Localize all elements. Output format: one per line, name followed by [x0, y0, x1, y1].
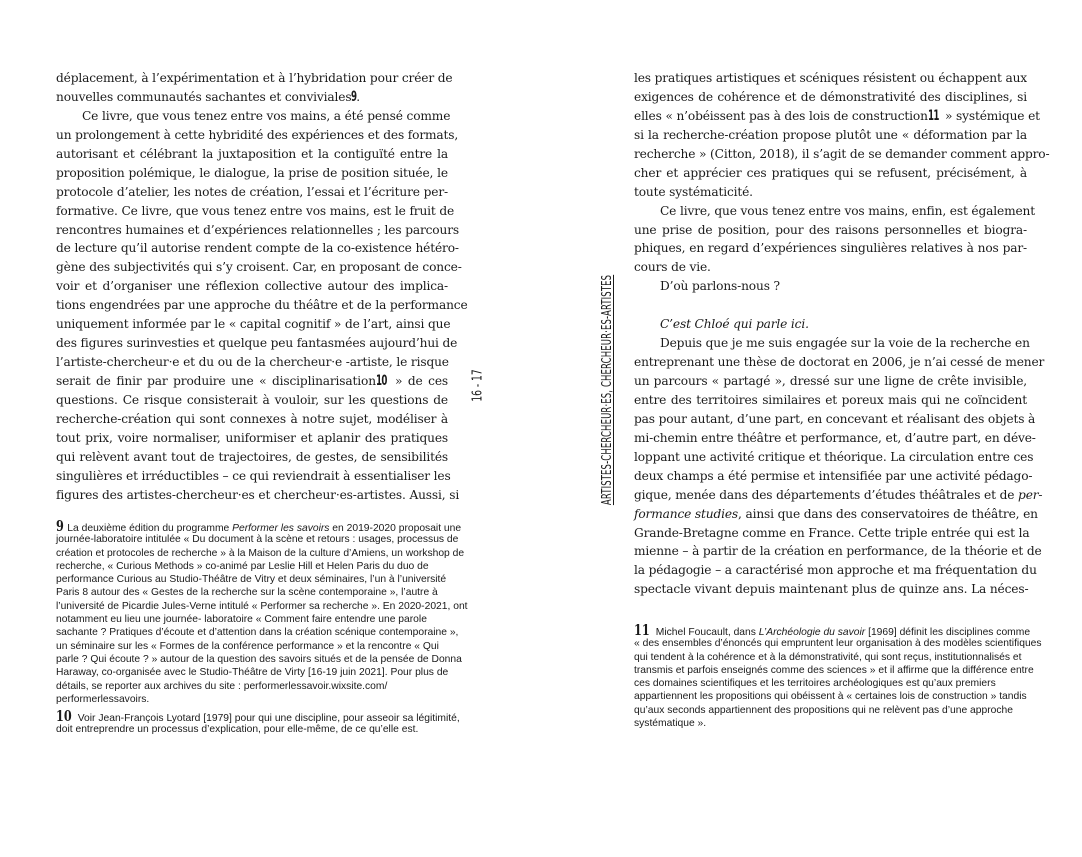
text-run: mienne – à partir de la création en performance, de la théorie et de	[634, 544, 1042, 559]
text-run: l’artiste-chercheur·e et du ou de la chercheur·e -artiste, le risque	[56, 355, 449, 370]
text-run: cours de vie.	[634, 260, 711, 275]
text-run: uniquement informée par le « capital cognitif » de l’art, ainsi que	[56, 317, 451, 332]
text-run: ces domaines scientifiques et les territoires archéologiques est qu’aux premiers	[634, 678, 996, 690]
text-run: autorisant et célébrant la juxtaposition et la contiguïté entre la	[56, 146, 448, 161]
text-run: entre des territoires similaires et poreux mais qui ne coïncident	[634, 392, 1027, 407]
text-run: D’où parlons-nous ?	[660, 279, 780, 294]
text-run: Voir Jean-François Lyotard [1979] pour qui une discipline, pour asseoir sa légitimité,	[74, 713, 460, 725]
text-run: Ce livre, que vous tenez entre vos mains, enfin, est également	[660, 203, 1035, 218]
text-run: deux champs a été permise et intensifiée par une activité pédago-	[634, 468, 1033, 483]
text-run: déplacement, à l’expérimentation et à l’hybridation pour créer de	[56, 71, 453, 85]
text-run: systématique ».	[634, 718, 707, 730]
text-run: phiques, en regard d’expériences singulières relatives à nos par-	[634, 241, 1027, 256]
text-run: en 2019-2020 proposait une	[329, 523, 462, 534]
text-line	[634, 542, 1042, 561]
text-run: , ainsi que dans des conservatoires de théâtre, en	[738, 506, 1038, 521]
text-line	[56, 202, 455, 221]
footnote-line	[56, 707, 460, 726]
text-line	[634, 69, 1027, 88]
text-line	[56, 277, 448, 296]
footnote-line	[634, 621, 1034, 639]
text-run: » de ces	[389, 374, 448, 388]
text-line	[634, 239, 1027, 258]
footnote-line	[56, 547, 465, 560]
text-line	[634, 221, 1027, 240]
text-run: gène des subjectivités qui s’y croisent. Car, en proposant de conce-	[56, 260, 462, 275]
text-run: tout prix, voire normaliser, uniformiser et aplanir des pratiques	[56, 430, 448, 445]
footnote-marker: 11	[927, 107, 939, 124]
text-line	[56, 429, 448, 448]
text-run: protocole d’atelier, les notes de création, l’essai et l’écriture per-	[56, 184, 448, 199]
text-line	[56, 145, 448, 164]
text-run: qui tendent à la cohérence et à la démonstrativité, qui sont reçus, institutionnalisés et	[634, 651, 1022, 663]
text-run: pas pour autant, d’une part, en concevant et réalisant des objets à	[634, 411, 1036, 426]
text-line	[634, 164, 1027, 183]
text-run: nouvelles communautés sachantes et conviviales	[56, 89, 352, 104]
text-line	[634, 391, 1027, 410]
text-run: qui relèvent avant tout de trajectoires, de gestes, de sensibilités	[56, 449, 448, 464]
text-line	[634, 353, 1045, 372]
text-run: recherche » (Citton, 2018), il s’agit de se demander comment appro-	[634, 146, 1050, 161]
footnote-line	[56, 600, 468, 613]
footnote-line	[56, 723, 456, 736]
text-run: sachante ? Pratiques d’écoute et d’attention dans la création scénique contemporaine »,	[56, 627, 459, 639]
text-line	[56, 486, 460, 505]
text-line	[56, 239, 459, 258]
text-line	[634, 372, 1027, 391]
text-line	[56, 69, 453, 88]
text-line	[56, 315, 451, 334]
text-line	[634, 467, 1033, 486]
footnote-number: 10	[56, 707, 72, 726]
italic-text: per-	[1018, 487, 1043, 502]
text-line	[56, 107, 451, 126]
text-line	[634, 258, 1027, 277]
text-run: si la recherche-création propose plutôt une « déformation par la	[634, 127, 1027, 142]
text-run: recherche, « Curious Methods » co-animé par Leslie Hill et Helen Paris du duo de	[56, 560, 429, 572]
text-run: figures des artistes-chercheur·es et chercheur·es-artistes. Aussi, si	[56, 487, 460, 502]
footnote-line	[56, 626, 459, 639]
text-run: » systémique et	[941, 108, 1040, 123]
text-run: Haraway, co-organisée avec le Studio-Théâtre de Virty [16-19 juin 2021]. Pour plus de	[56, 667, 449, 679]
text-line	[56, 88, 448, 107]
text-run: l’université de Picardie Jules-Verne intitulé « Performer sa recherche ». En 2020-2021, ont	[56, 600, 468, 612]
text-line	[634, 183, 1027, 202]
text-run: performerlessavoirs.	[56, 693, 150, 705]
text-line	[56, 372, 448, 391]
text-line	[56, 391, 448, 410]
text-run: toute systématicité.	[634, 184, 753, 199]
text-run: La deuxième édition du programme	[64, 523, 233, 534]
text-line	[634, 561, 1037, 580]
text-line	[634, 486, 1043, 505]
footnote-line	[56, 573, 456, 586]
text-run: spectacle vivant depuis maintenant plus de quinze ans. La néces-	[634, 582, 1029, 597]
text-run: de lecture qu’il autorise rendent compte de la co-existence hétéro-	[56, 241, 459, 256]
text-run: « des ensembles d’énoncés qui empruntent leur organisation à des modèles scientifiques	[634, 638, 1042, 650]
footnote	[56, 517, 468, 706]
text-run: formative. Ce livre, que vous tenez entre vos mains, est le fruit de	[56, 203, 455, 218]
text-line	[56, 448, 448, 467]
text-run: Grande-Bretagne comme en France. Cette triple entrée qui est la	[634, 525, 1030, 540]
text-line	[634, 524, 1030, 543]
text-run: elles « n’obéissent pas à des lois de construction	[634, 108, 928, 123]
text-run: parle ? Qui écoute ? » autour de la question des savoirs situés et de la pensée de Donna	[56, 653, 462, 665]
text-run: exigences de cohérence et de démonstrativité des disciplines, si	[634, 89, 1027, 104]
text-run: recherche-création qui sont connexes à notre sujet, modéliser à	[56, 411, 448, 426]
text-run: cher et apprécier ces pratiques qui se refusent, précisément, à	[634, 165, 1027, 180]
left-page-footnotes	[56, 517, 468, 737]
italic-text: formance studies	[634, 506, 739, 521]
footnote-number: 11	[634, 621, 650, 639]
text-run: une prise de position, pour des raisons personnelles et biogra-	[634, 222, 1027, 237]
text-line	[56, 183, 448, 202]
text-run: notamment eu lieu une journée- laboratoire « Comment faire entendre une parole	[56, 614, 427, 626]
text-run: loppant une activité critique et théorique. La circulation entre ces	[634, 449, 1034, 464]
footnote-line	[56, 560, 456, 573]
text-run: des figures surinvesties et quelque peu fantasmées aujourd’hui de	[56, 336, 458, 351]
footnote-line	[634, 637, 1042, 650]
footnote-line	[634, 664, 1034, 677]
right-page-body	[634, 69, 1050, 599]
text-line	[634, 126, 1027, 145]
running-title: ARTISTES-CHERCHEUR·ES, CHERCHEUR·ES-ARTISTES	[599, 274, 615, 506]
text-run: entreprenant une thèse de doctorat en 2006, je n’ai cessé de mener	[634, 355, 1045, 370]
text-line	[634, 505, 1038, 524]
italic-text: Performer les savoirs	[232, 523, 330, 534]
text-run: Depuis que je me suis engagée sur la voie de la recherche en	[660, 336, 1030, 351]
text-line	[56, 334, 458, 353]
text-run: détails, se reporter aux archives du site : performerlessavoir.wixsite.com/	[56, 680, 388, 692]
text-run: un prolongement à cette hybridité des expériences et des formats,	[56, 127, 459, 142]
footnote-line	[56, 653, 462, 666]
text-run: [1969] définit les disciplines comme	[865, 627, 1031, 638]
footnote-number: 9	[56, 517, 64, 535]
text-line	[56, 296, 468, 315]
text-line	[634, 202, 1035, 221]
footnote-line	[56, 613, 456, 626]
text-line	[634, 334, 1030, 353]
text-line	[56, 221, 459, 240]
footnote-line	[634, 677, 1034, 690]
text-line	[56, 410, 448, 429]
right-page-footnotes	[634, 621, 1042, 730]
text-line	[634, 448, 1034, 467]
footnote	[634, 621, 1042, 730]
text-line	[56, 258, 462, 277]
text-run: mi-chemin entre théâtre et performance, et, d’autre part, en déve-	[634, 430, 1036, 445]
page-numbers: 16 - 17	[470, 369, 486, 402]
footnote-line	[56, 680, 456, 693]
text-run: tions engendrées par une approche du théâtre et de la performance	[56, 298, 468, 313]
text-run: gique, menée dans des départements d’études théâtrales et de	[634, 487, 1019, 502]
text-run: Michel Foucault, dans	[652, 627, 759, 638]
text-line	[56, 353, 448, 372]
text-run: Ce livre, que vous tenez entre vos mains, a été pensé comme	[82, 108, 451, 123]
text-line	[634, 145, 1050, 164]
text-line	[634, 107, 1040, 126]
italic-text: C’est Chloé qui parle ici.	[660, 317, 809, 332]
footnote-line	[634, 690, 1034, 703]
text-run: serait de finir par produire une « disciplinarisation	[56, 374, 376, 388]
text-line	[634, 429, 1036, 448]
footnote-line	[56, 666, 456, 679]
footnote-line	[634, 651, 1034, 664]
text-run: création et protocoles de recherche » à la Maison de la culture d’Amiens, un workshop de	[56, 547, 465, 559]
text-run: appartiennent les propositions qui obéissent à « certaines lois de construction » tandis	[634, 691, 1027, 703]
footnote-line	[634, 717, 1034, 730]
text-line	[634, 88, 1027, 107]
text-line	[56, 164, 448, 183]
footnote-line	[56, 586, 456, 599]
footnote-line	[56, 533, 459, 546]
text-run: journée-laboratoire intitulée « Du document à la scène et retours : usages, processus de	[56, 534, 459, 546]
text-run: les pratiques artistiques et scéniques résistent ou échappent aux	[634, 71, 1027, 85]
text-run: .	[356, 89, 360, 104]
footnote-line	[56, 693, 456, 706]
text-line	[634, 277, 1027, 296]
text-line	[634, 315, 1027, 334]
footnote-marker: 9	[351, 88, 357, 105]
text-run: Paris 8 autour des « Gestes de la recherche sur la scène contemporaine », l’autre à	[56, 587, 438, 599]
text-line	[634, 410, 1036, 429]
text-run: transmis et parfois enseignés comme des sciences » et il affirme que la différence entre	[634, 664, 1034, 676]
footnote-line	[634, 704, 1034, 717]
text-run: proposition polémique, le dialogue, la prise de position située, le	[56, 165, 448, 180]
text-run: qu’aux seconds appartiennent des propositions qui ne relèvent pas d’une approche	[634, 704, 1013, 716]
footnote-marker: 10	[375, 373, 387, 389]
footnote	[56, 707, 460, 737]
text-run: singulières et irréductibles – ce qui reviendrait à essentialiser les	[56, 468, 451, 483]
text-line	[56, 126, 459, 145]
footnote-line	[56, 640, 456, 653]
text-run: performance Curious au Studio-Théâtre de Vitry et deux séminaires, l’un à l’université	[56, 574, 447, 586]
left-page-body	[56, 69, 468, 505]
footnote-line	[56, 517, 462, 535]
text-run: rencontres humaines et d’expériences relationnelles ; les parcours	[56, 222, 459, 237]
text-run: la pédagogie – a caractérisé mon approche et ma fréquentation du	[634, 563, 1037, 578]
text-run: un parcours « partagé », dressé sur une ligne de crête invisible,	[634, 374, 1027, 388]
text-line	[634, 296, 1027, 315]
text-line	[56, 467, 451, 486]
italic-text: L’Archéologie du savoir	[758, 627, 866, 638]
text-line	[634, 580, 1027, 599]
text-run: un séminaire sur les « Formes de la conférence performance » et la rencontre « Qui	[56, 640, 439, 652]
text-run: voir et d’organiser une réflexion collective autour des implica-	[56, 279, 448, 294]
text-run: questions. Ce risque consisterait à vouloir, sur les questions de	[56, 392, 448, 407]
text-run: doit entreprendre un processus d’explication, pour elle-même, de ce qu’elle est.	[56, 724, 419, 736]
